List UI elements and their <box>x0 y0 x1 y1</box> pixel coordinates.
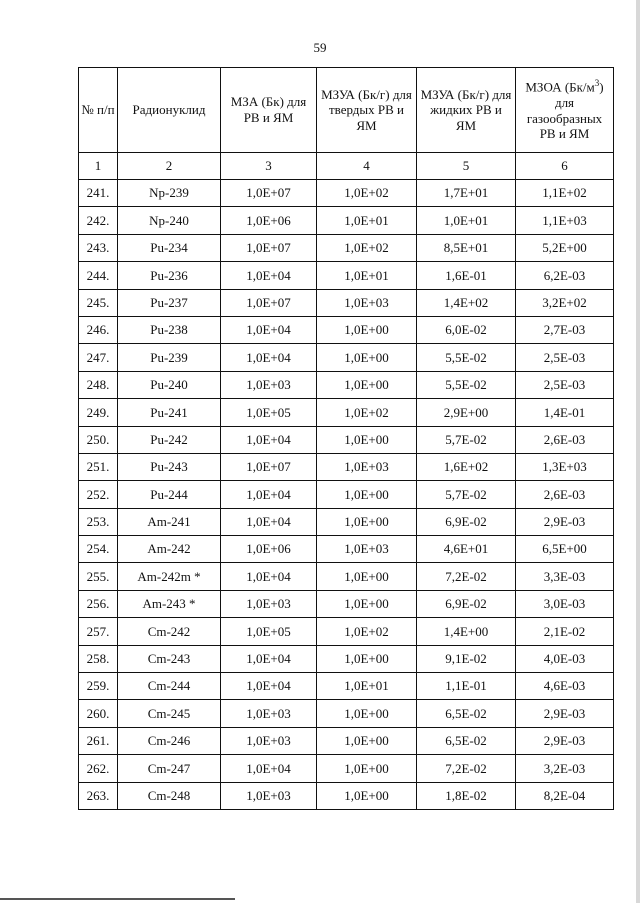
mzua-solid-value: 1,0E+00 <box>317 727 417 754</box>
mzoa-gas-value: 2,9E-03 <box>516 700 614 727</box>
nuclide-name: Cm-247 <box>118 755 221 782</box>
mza-value: 1,0E+07 <box>221 234 317 261</box>
mzua-liquid-value: 1,4E+02 <box>417 289 516 316</box>
mza-value: 1,0E+03 <box>221 371 317 398</box>
mza-value: 1,0E+04 <box>221 316 317 343</box>
nuclide-name: Pu-243 <box>118 453 221 480</box>
mzoa-gas-value: 5,2E+00 <box>516 234 614 261</box>
mzua-solid-value: 1,0E+00 <box>317 590 417 617</box>
row-number: 259. <box>79 673 118 700</box>
table-row <box>79 645 614 672</box>
mzua-liquid-value: 1,8E-02 <box>417 782 516 809</box>
mzoa-gas-value: 2,1E-02 <box>516 618 614 645</box>
table-row <box>79 180 614 207</box>
mza-value: 1,0E+07 <box>221 453 317 480</box>
mzua-liquid-value: 9,1E-02 <box>417 645 516 672</box>
mzua-liquid-value: 5,7E-02 <box>417 481 516 508</box>
mza-value: 1,0E+04 <box>221 481 317 508</box>
mzua-solid-value: 1,0E+00 <box>317 426 417 453</box>
mzoa-gas-value: 2,6E-03 <box>516 426 614 453</box>
mzua-solid-value: 1,0E+00 <box>317 316 417 343</box>
mza-value: 1,0E+03 <box>221 700 317 727</box>
mzua-solid-value: 1,0E+03 <box>317 536 417 563</box>
mzua-solid-value: 1,0E+03 <box>317 453 417 480</box>
row-number: 258. <box>79 645 118 672</box>
mza-value: 1,0E+04 <box>221 755 317 782</box>
mzua-solid-value: 1,0E+00 <box>317 371 417 398</box>
mzoa-gas-value: 4,6E-03 <box>516 673 614 700</box>
row-number: 253. <box>79 508 118 535</box>
mza-value: 1,0E+04 <box>221 262 317 289</box>
mzua-solid-value: 1,0E+01 <box>317 262 417 289</box>
header-mza: МЗА (Бк) для РВ и ЯМ <box>221 68 317 153</box>
mzoa-gas-value: 8,2E-04 <box>516 782 614 809</box>
mzoa-gas-value: 3,2E+02 <box>516 289 614 316</box>
row-number: 263. <box>79 782 118 809</box>
mzua-solid-value: 1,0E+03 <box>317 289 417 316</box>
table-row <box>79 782 614 809</box>
row-number: 246. <box>79 316 118 343</box>
mzua-liquid-value: 5,7E-02 <box>417 426 516 453</box>
mzoa-gas-value: 2,9E-03 <box>516 508 614 535</box>
row-number: 247. <box>79 344 118 371</box>
mza-value: 1,0E+04 <box>221 344 317 371</box>
mzua-solid-value: 1,0E+02 <box>317 234 417 261</box>
mzoa-gas-value: 3,2E-03 <box>516 755 614 782</box>
header-mzua-solid: МЗУА (Бк/г) для твердых РВ и ЯМ <box>317 68 417 153</box>
mza-value: 1,0E+03 <box>221 782 317 809</box>
table-body <box>79 180 614 810</box>
mzoa-gas-value: 3,0E-03 <box>516 590 614 617</box>
mzoa-gas-value: 6,5E+00 <box>516 536 614 563</box>
row-number: 252. <box>79 481 118 508</box>
mzoa-gas-value: 1,3E+03 <box>516 453 614 480</box>
table-row <box>79 371 614 398</box>
mzua-solid-value: 1,0E+00 <box>317 344 417 371</box>
radionuclide-table-container <box>78 67 613 810</box>
mzoa-gas-value: 2,7E-03 <box>516 316 614 343</box>
nuclide-name: Cm-248 <box>118 782 221 809</box>
row-number: 244. <box>79 262 118 289</box>
row-number: 257. <box>79 618 118 645</box>
row-number: 249. <box>79 399 118 426</box>
header-nuclide: Радионуклид <box>118 68 221 153</box>
mza-value: 1,0E+07 <box>221 289 317 316</box>
table-row <box>79 426 614 453</box>
mzua-solid-value: 1,0E+00 <box>317 645 417 672</box>
table-row <box>79 344 614 371</box>
header-mzua-liquid: МЗУА (Бк/г) для жидких РВ и ЯМ <box>417 68 516 153</box>
mza-value: 1,0E+04 <box>221 426 317 453</box>
mzua-liquid-value: 6,5E-02 <box>417 727 516 754</box>
column-number: 1 <box>79 153 118 180</box>
header-mzoa-gas <box>516 68 614 153</box>
mzoa-gas-value: 1,4E-01 <box>516 399 614 426</box>
mzua-solid-value: 1,0E+02 <box>317 399 417 426</box>
mzua-liquid-value: 7,2E-02 <box>417 755 516 782</box>
row-number: 261. <box>79 727 118 754</box>
row-number: 250. <box>79 426 118 453</box>
mzua-liquid-value: 6,5E-02 <box>417 700 516 727</box>
mzua-liquid-value: 6,0E-02 <box>417 316 516 343</box>
row-number: 241. <box>79 180 118 207</box>
nuclide-name: Pu-237 <box>118 289 221 316</box>
table-row <box>79 590 614 617</box>
mza-value: 1,0E+05 <box>221 399 317 426</box>
row-number: 255. <box>79 563 118 590</box>
nuclide-name: Pu-240 <box>118 371 221 398</box>
mza-value: 1,0E+06 <box>221 536 317 563</box>
table-row <box>79 727 614 754</box>
header-mzoa-suffix: ) для газообразных РВ и ЯМ <box>526 79 604 142</box>
nuclide-name: Cm-242 <box>118 618 221 645</box>
mzua-solid-value: 1,0E+00 <box>317 700 417 727</box>
scan-bottom-line <box>0 898 235 900</box>
column-number: 4 <box>317 153 417 180</box>
mzua-solid-value: 1,0E+00 <box>317 508 417 535</box>
mza-value: 1,0E+04 <box>221 508 317 535</box>
nuclide-name: Cm-243 <box>118 645 221 672</box>
mzua-liquid-value: 2,9E+00 <box>417 399 516 426</box>
mzua-liquid-value: 1,4E+00 <box>417 618 516 645</box>
table-row <box>79 262 614 289</box>
nuclide-name: Am-242 <box>118 536 221 563</box>
table-row <box>79 399 614 426</box>
table-row <box>79 673 614 700</box>
header-mzoa-superscript: 3 <box>594 78 600 89</box>
mzua-liquid-value: 8,5E+01 <box>417 234 516 261</box>
mzua-liquid-value: 5,5E-02 <box>417 371 516 398</box>
mzua-liquid-value: 1,6E+02 <box>417 453 516 480</box>
table-row <box>79 289 614 316</box>
mzoa-gas-value: 2,6E-03 <box>516 481 614 508</box>
mzua-liquid-value: 7,2E-02 <box>417 563 516 590</box>
row-number: 242. <box>79 207 118 234</box>
mzoa-gas-value: 1,1E+03 <box>516 207 614 234</box>
nuclide-name: Am-241 <box>118 508 221 535</box>
table-row <box>79 508 614 535</box>
row-number: 256. <box>79 590 118 617</box>
mza-value: 1,0E+06 <box>221 207 317 234</box>
mzua-solid-value: 1,0E+02 <box>317 180 417 207</box>
mzoa-gas-value: 4,0E-03 <box>516 645 614 672</box>
nuclide-name: Cm-246 <box>118 727 221 754</box>
nuclide-name: Pu-239 <box>118 344 221 371</box>
table-row <box>79 234 614 261</box>
page-number: 59 <box>313 40 327 55</box>
table-row <box>79 700 614 727</box>
mzua-liquid-value: 1,0E+01 <box>417 207 516 234</box>
mzua-solid-value: 1,0E+02 <box>317 618 417 645</box>
mza-value: 1,0E+04 <box>221 563 317 590</box>
row-number: 262. <box>79 755 118 782</box>
mzua-solid-value: 1,0E+00 <box>317 755 417 782</box>
table-row <box>79 453 614 480</box>
mzua-solid-value: 1,0E+01 <box>317 673 417 700</box>
table-row <box>79 481 614 508</box>
mzua-liquid-value: 4,6E+01 <box>417 536 516 563</box>
nuclide-name: Np-239 <box>118 180 221 207</box>
header-mzoa-prefix: МЗОА (Бк/м <box>525 79 595 95</box>
mzoa-gas-value: 2,9E-03 <box>516 727 614 754</box>
header-row <box>79 68 614 153</box>
mzua-liquid-value: 1,6E-01 <box>417 262 516 289</box>
table-row <box>79 207 614 234</box>
row-number: 243. <box>79 234 118 261</box>
nuclide-name: Pu-236 <box>118 262 221 289</box>
mzua-liquid-value: 6,9E-02 <box>417 590 516 617</box>
row-number: 248. <box>79 371 118 398</box>
row-number: 254. <box>79 536 118 563</box>
table-row <box>79 618 614 645</box>
mzoa-gas-value: 6,2E-03 <box>516 262 614 289</box>
mzua-liquid-value: 1,7E+01 <box>417 180 516 207</box>
column-number-row <box>79 153 614 180</box>
column-number: 3 <box>221 153 317 180</box>
header-num: № п/п <box>79 68 118 153</box>
row-number: 245. <box>79 289 118 316</box>
nuclide-name: Pu-241 <box>118 399 221 426</box>
nuclide-name: Pu-238 <box>118 316 221 343</box>
nuclide-name: Pu-242 <box>118 426 221 453</box>
mzoa-gas-value: 2,5E-03 <box>516 371 614 398</box>
radionuclide-table <box>78 67 614 810</box>
nuclide-name: Np-240 <box>118 207 221 234</box>
column-number: 5 <box>417 153 516 180</box>
mzua-solid-value: 1,0E+00 <box>317 782 417 809</box>
mza-value: 1,0E+03 <box>221 590 317 617</box>
nuclide-name: Pu-244 <box>118 481 221 508</box>
mzua-liquid-value: 6,9E-02 <box>417 508 516 535</box>
mza-value: 1,0E+04 <box>221 645 317 672</box>
mza-value: 1,0E+04 <box>221 673 317 700</box>
page-edge-shadow <box>636 0 640 903</box>
row-number: 260. <box>79 700 118 727</box>
nuclide-name: Cm-245 <box>118 700 221 727</box>
mzoa-gas-value: 2,5E-03 <box>516 344 614 371</box>
nuclide-name: Cm-244 <box>118 673 221 700</box>
mzua-solid-value: 1,0E+00 <box>317 481 417 508</box>
mza-value: 1,0E+03 <box>221 727 317 754</box>
nuclide-name: Am-243 * <box>118 590 221 617</box>
nuclide-name: Am-242m * <box>118 563 221 590</box>
mza-value: 1,0E+05 <box>221 618 317 645</box>
mzoa-gas-value: 3,3E-03 <box>516 563 614 590</box>
table-row <box>79 316 614 343</box>
mzoa-gas-value: 1,1E+02 <box>516 180 614 207</box>
mzua-solid-value: 1,0E+00 <box>317 563 417 590</box>
table-row <box>79 755 614 782</box>
table-row <box>79 563 614 590</box>
mzua-liquid-value: 5,5E-02 <box>417 344 516 371</box>
mzua-solid-value: 1,0E+01 <box>317 207 417 234</box>
mza-value: 1,0E+07 <box>221 180 317 207</box>
column-number: 6 <box>516 153 614 180</box>
nuclide-name: Pu-234 <box>118 234 221 261</box>
row-number: 251. <box>79 453 118 480</box>
mzua-liquid-value: 1,1E-01 <box>417 673 516 700</box>
table-row <box>79 536 614 563</box>
column-number: 2 <box>118 153 221 180</box>
